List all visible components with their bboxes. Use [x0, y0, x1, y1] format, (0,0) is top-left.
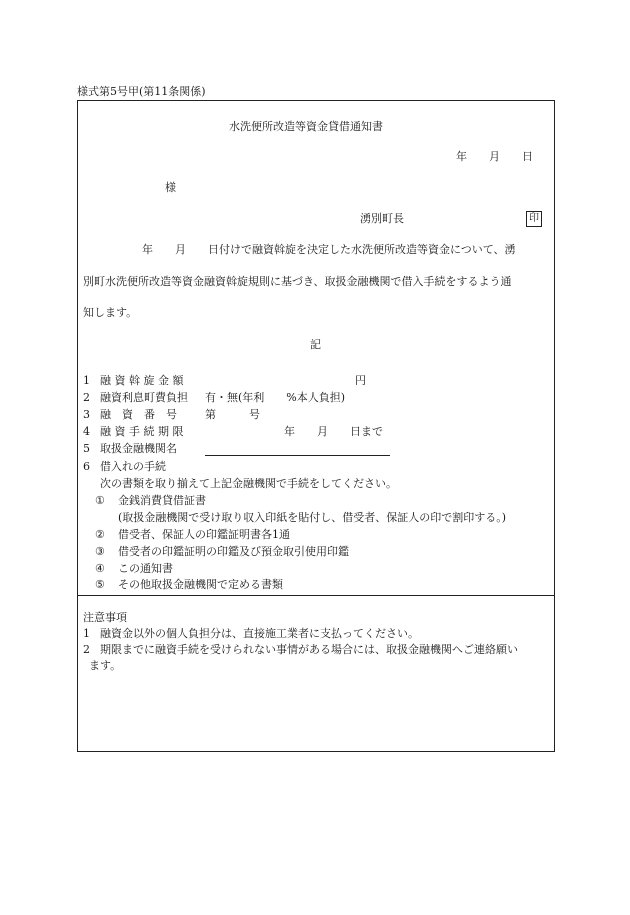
addressee-suffix: 様: [165, 181, 176, 194]
form-number-label: 様式第5号甲(第11条関係): [77, 85, 206, 98]
notes-title: 注意事項: [83, 611, 127, 624]
item-value-loan-number: 第 号: [205, 408, 260, 421]
ki-heading: 記: [310, 338, 321, 351]
doc-mark: ③: [95, 545, 105, 558]
item-label-bank: 取扱金融機関名: [100, 442, 177, 455]
seal-stamp: 印: [526, 211, 542, 227]
notes-divider: [78, 595, 554, 596]
item-value-loan-amount: 円: [355, 374, 366, 387]
doc-mark: ①: [95, 494, 105, 507]
doc-mark: ②: [95, 528, 105, 541]
doc-item: 借受者の印鑑証明の印鑑及び預金取引使用印鑑: [118, 545, 349, 558]
doc-item: この通知書: [118, 562, 173, 575]
item-number: 4: [83, 425, 90, 438]
issue-date: 年 月 日: [456, 150, 533, 163]
item-label-loan-number: 融 資 番 号: [100, 408, 177, 421]
doc-item: その他取扱金融機関で定める書類: [118, 578, 283, 591]
note-number: 2: [83, 643, 90, 656]
procedure-intro: 次の書類を取り揃えて上記金融機関で手続をしてください。: [100, 477, 397, 490]
item-value-interest: 有・無(年利 %本人負担): [205, 391, 346, 404]
body-line-1: 年 月 日付けで融資斡旋を決定した水洗便所改造等資金について、湧: [142, 243, 516, 256]
doc-item: 金銭消費貸借証書: [118, 494, 206, 507]
doc-mark: ⑤: [95, 578, 105, 591]
item-label-interest: 融資利息町費負担: [100, 391, 188, 404]
document-title: 水洗便所改造等資金貸借通知書: [229, 120, 383, 133]
item-label-procedure: 借入れの手続: [100, 460, 166, 473]
note-text: 融資金以外の個人負担分は、直接施工業者に支払ってください。: [100, 627, 419, 640]
doc-mark: ④: [95, 562, 105, 575]
doc-item-note: (取扱金融機関で受け取り収入印紙を貼付し、借受者、保証人の印で割印する。): [118, 511, 507, 524]
item-number: 1: [83, 374, 90, 387]
item-number: 3: [83, 408, 90, 421]
note-text-continued: ます。: [89, 659, 122, 672]
item-label-loan-amount: 融 資 斡 旋 金 額: [100, 374, 184, 387]
item-number: 6: [83, 460, 90, 473]
item-value-deadline: 年 月 日まで: [284, 425, 383, 438]
issuer-name: 湧別町長: [360, 212, 404, 225]
note-number: 1: [83, 627, 90, 640]
item-number: 2: [83, 391, 90, 404]
item-label-deadline: 融 資 手 続 期 限: [100, 425, 184, 438]
bank-name-blank: [205, 455, 390, 456]
body-line-3: 知します。: [83, 306, 138, 319]
note-text: 期限までに融資手続を受けられない事情がある場合には、取扱金融機関へご連絡願い: [100, 643, 518, 656]
body-line-2: 別町水洗便所改造等資金融資斡旋規則に基づき、取扱金融機関で借入手続をするよう通: [83, 275, 512, 288]
item-number: 5: [83, 442, 90, 455]
doc-item: 借受者、保証人の印鑑証明書各1通: [118, 528, 290, 541]
